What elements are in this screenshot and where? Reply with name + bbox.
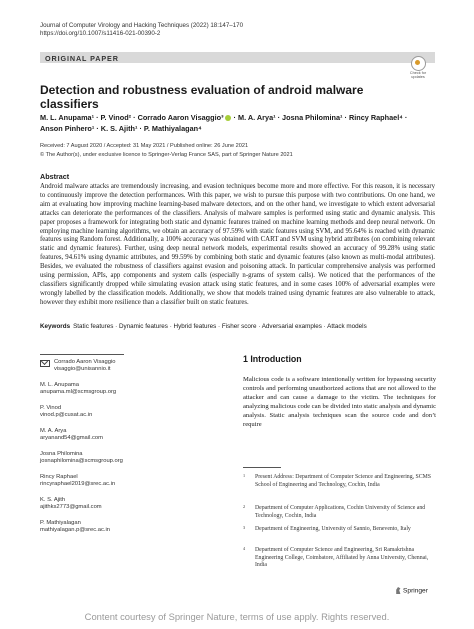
publisher-logo <box>395 587 428 594</box>
correspondence-rule <box>40 354 124 355</box>
check-updates-icon <box>411 56 426 71</box>
check-updates-line2: updates <box>411 75 425 80</box>
contact-email[interactable]: josnaphilomina@scmsgroup.org <box>40 458 123 465</box>
doi-link[interactable]: https://doi.org/10.1007/s11416-021-00390-2 <box>40 30 161 38</box>
contact-entry <box>40 474 115 489</box>
contact-name: K. S. Ajith <box>40 497 66 503</box>
authors-part-2: · M. A. Arya¹ · Josna Philomina¹ · Rincy Raphael⁴ · <box>231 113 408 122</box>
contact-email[interactable]: vinod.p@cusat.ac.in <box>40 412 93 419</box>
article-type-bar <box>40 52 435 63</box>
contact-entry <box>40 497 102 512</box>
contact-email[interactable]: aryanand54@gmail.com <box>40 435 103 442</box>
contact-email[interactable]: ajithks2773@gmail.com <box>40 504 102 511</box>
footnote-rule <box>243 467 281 468</box>
author-line-1 <box>40 112 435 123</box>
abstract-heading: Abstract <box>40 172 70 181</box>
journal-citation <box>40 22 243 38</box>
contact-name: Josna Philomina <box>40 451 83 457</box>
contact-email[interactable]: visaggio@unisannio.it <box>54 366 111 373</box>
contact-name: P. Vinod <box>40 405 62 411</box>
footnote-number: 4 <box>243 546 246 551</box>
contact-name: P. Mathiyalagan <box>40 520 81 526</box>
authors-part-1: M. L. Anupama¹ · P. Vinod² · Corrado Aaron Visaggio³ <box>40 113 224 122</box>
footnote-number: 2 <box>243 504 246 509</box>
footnote-number: 1 <box>243 473 246 478</box>
publisher-name: Springer <box>403 587 428 595</box>
author-list <box>40 112 435 134</box>
contact-entry <box>40 451 123 466</box>
publication-dates <box>40 142 293 159</box>
footnote-text: Department of Computer Applications, Cochin University of Science and Technology, Cochin, India <box>255 505 426 519</box>
received-accepted-dates: Received: 7 August 2020 / Accepted: 31 May 2021 / Published online: 26 June 2021 <box>40 143 249 149</box>
contact-email[interactable]: rincyraphael2019@srec.ac.in <box>40 481 116 488</box>
orcid-icon[interactable] <box>225 115 231 121</box>
check-for-updates-badge[interactable] <box>404 56 432 78</box>
introduction-heading: 1 Introduction <box>243 354 302 364</box>
abstract-text: Android malware attacks are tremendously increasing, and evasion techniques become more and more effective. For this reason, it is necessary to continuously improve the detection performances. With this paper, we wish to pursue this purpose with two contributions. On one hand, we aim at evaluating how improving machine learning-based malware detectors, and on the other hand, we investigate to which extent adversarial attacks can deteriorate the performances of the classifiers. Analysis of malware samples is performed using static and dynamic analysis. This paper proposes a framework for integrating both static and dynamic features trained on machine learning methods and deep neural network. On employing machine learning algorithms, we obtain an accuracy of 97.59% with static features using SVM, and 95.64% is reached with dynamic features using Random forest. Additionally, a 100% accuracy was obtained with CART and SVM using hybrid attributes (on combining relevant static and dynamic features). Further, using deep neural network models, experimental results showed an accuracy of 99.28% using static features, 94.61% using dynamic attributes, and 99.59% by combining both static and dynamic features (also known as multi-modal attributes). Besides, we evaluated the robustness of classifiers against evasion and poisoning attack. In particular comprehensive analysis was performed using permission, APIs, app components and system calls (especially n-grams of system calls). We noticed that the performances of the classifiers significantly dropped while simulating evasion attack using static features, and in some cases 100% of adversarial examples were wrongly labelled by the classification models. Additionally, we show that models trained using dynamic features are also vulnerable to attack, however they exhibit more resilience than a classifier built on static features. <box>40 183 435 306</box>
footnote-text: Department of Engineering, University of Sannio, Benevento, Italy <box>255 526 411 532</box>
contact-email[interactable]: mathiyalagan.p@srec.ac.in <box>40 527 111 534</box>
contact-name: M. L. Anupama <box>40 382 79 388</box>
contact-entry <box>40 520 110 535</box>
article-type-label: ORIGINAL PAPER <box>45 53 119 63</box>
keywords-text: Static features · Dynamic features · Hybrid features · Fisher score · Adversarial examples · Attack models <box>73 323 367 330</box>
footnote-number: 3 <box>243 525 246 530</box>
check-updates-line1: Check for <box>409 71 427 75</box>
contact-name: M. A. Arya <box>40 428 67 434</box>
correspondence-block <box>40 354 130 584</box>
contact-email[interactable]: anupama.ml@scmsgroup.org <box>40 389 117 396</box>
contact-name: Corrado Aaron Visaggio <box>54 359 116 365</box>
contact-entry <box>40 405 92 420</box>
paper-title: Detection and robustness evaluation of android malware classifiers <box>40 83 364 111</box>
footnote-text: Department of Computer Science and Engineering, Sri Ramakrishna Engineering College, Coimbatore, Affiliated by Anna University, Chennai, India <box>255 547 429 569</box>
contact-entry <box>54 359 115 374</box>
copyright-notice: © The Author(s), under exclusive licence to Springer-Verlag France SAS, part of Springer Nature 2021 <box>40 151 293 158</box>
courtesy-notice: Content courtesy of Springer Nature, terms of use apply. Rights reserved. <box>84 611 390 622</box>
contact-entry <box>40 428 103 443</box>
keywords-line <box>40 323 435 330</box>
envelope-icon <box>40 360 50 367</box>
keywords-label: Keywords <box>40 323 71 330</box>
contact-name: Rincy Raphael <box>40 474 78 480</box>
author-line-2: Anson Pinhero¹ · K. S. Ajith¹ · P. Mathiyalagan⁴ <box>40 124 202 133</box>
introduction-text: Malicious code is a software intentionally written for bypassing security controls and performing unauthorized actions that are not allowed to the attacker and can cause a damage to the victim. The techniques for analyzing malicious code can be divided into static analysis and dynamic analysis. Static analysis techniques scan the source code and don’t require <box>243 376 436 428</box>
journal-name-line: Journal of Computer Virology and Hacking Techniques (2022) 18:147–170 <box>40 22 244 29</box>
springer-knight-icon <box>395 587 401 594</box>
footnote-text: Present Address: Department of Computer Science and Engineering, SCMS School of Engineering and Technology, Cochin, India <box>255 474 431 488</box>
contact-entry <box>40 382 116 397</box>
